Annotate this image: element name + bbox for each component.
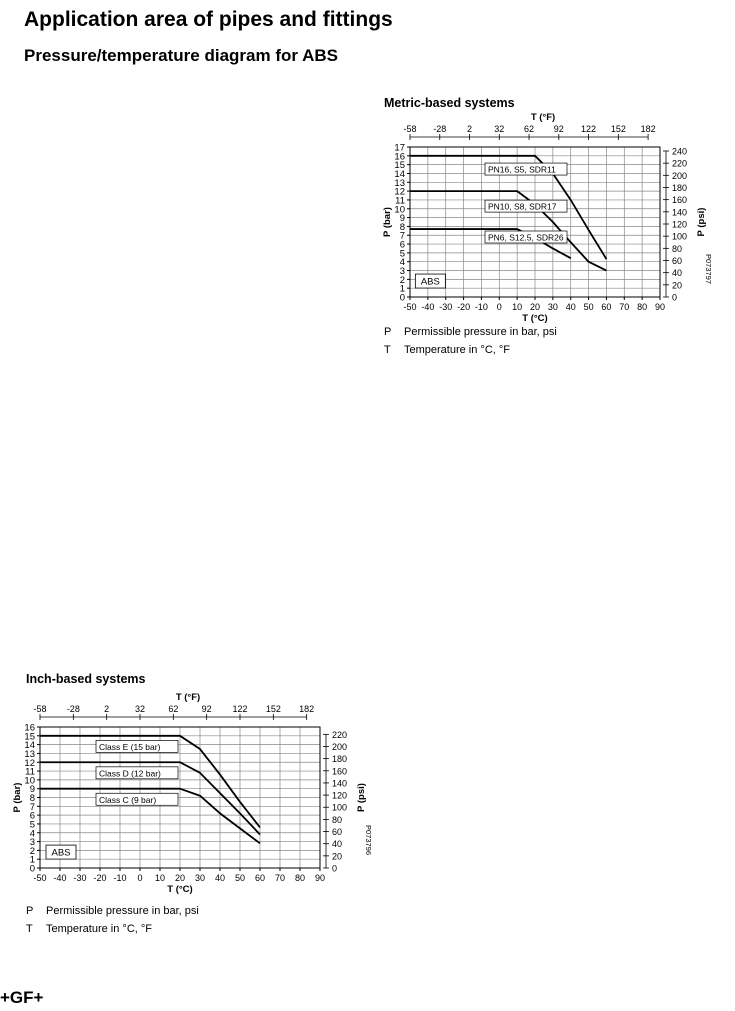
inch-chart-heading: Inch-based systems — [26, 672, 146, 686]
top-tick-label: 92 — [201, 704, 212, 714]
right-tick-label: 200 — [672, 170, 688, 181]
top-tick-label: 122 — [232, 704, 248, 714]
right-tick-label: 240 — [672, 146, 688, 157]
x-tick-label: 60 — [254, 873, 266, 883]
legend-symbol: P — [384, 326, 392, 338]
x-tick-label: -50 — [403, 302, 417, 312]
y-tick-label: 4 — [399, 257, 405, 269]
y-tick-label: 7 — [399, 230, 405, 242]
x-tick-label: 80 — [637, 302, 648, 312]
x-tick-label: 30 — [547, 302, 558, 312]
y-tick-label: 15 — [394, 160, 405, 172]
x-tick-label: -40 — [421, 302, 435, 312]
y-tick-label: 14 — [394, 168, 405, 180]
legend-text: Permissible pressure in bar, psi — [404, 326, 557, 338]
metric-chart — [330, 112, 730, 322]
right-tick-label: 0 — [672, 292, 678, 303]
top-tick-label: 182 — [640, 124, 656, 134]
y-tick-label: 10 — [394, 204, 405, 216]
x-tick-label: -20 — [93, 873, 107, 883]
y-tick-label: 16 — [24, 722, 35, 734]
y-tick-label: 1 — [399, 283, 405, 295]
x-tick-label: 0 — [496, 302, 502, 312]
legend-text: Permissible pressure in bar, psi — [46, 905, 199, 917]
y-tick-label: 1 — [29, 854, 35, 866]
x-tick-label: -10 — [113, 873, 127, 883]
right-tick-label: 220 — [672, 158, 688, 169]
y-tick-label: 3 — [399, 266, 405, 278]
legend-text: Temperature in °C, °F — [46, 923, 152, 935]
material-box-label: ABS — [51, 847, 71, 859]
x-tick-label: 50 — [583, 302, 594, 312]
y-tick-label: 3 — [29, 837, 35, 849]
top-axis-title: T (°F) — [530, 112, 556, 123]
legend-row-pressure — [26, 905, 199, 923]
right-axis-title: P (psi) — [356, 783, 367, 812]
y-tick-label: 10 — [24, 775, 35, 787]
x-tick-label: 0 — [137, 873, 143, 883]
top-tick-label: -58 — [403, 124, 417, 134]
x-tick-label: 70 — [619, 302, 630, 312]
right-tick-label: 140 — [332, 778, 348, 789]
legend-symbol: P — [26, 905, 34, 917]
right-tick-label: 100 — [672, 231, 688, 242]
top-tick-label: 2 — [104, 704, 110, 714]
y-tick-label: 7 — [29, 801, 35, 813]
top-tick-label: -58 — [33, 704, 47, 714]
x-tick-label: 10 — [154, 873, 166, 883]
x-tick-label: 40 — [214, 873, 226, 883]
top-tick-label: -28 — [66, 704, 80, 714]
top-tick-label: 182 — [299, 704, 315, 714]
page-title: Application area of pipes and fittings — [24, 8, 393, 31]
figure-code: P073797 — [704, 253, 713, 285]
top-tick-label: 62 — [168, 704, 179, 714]
right-tick-label: 180 — [332, 754, 348, 765]
y-tick-label: 13 — [24, 748, 35, 760]
top-tick-label: 152 — [265, 704, 281, 714]
x-tick-label: -50 — [33, 873, 47, 883]
x-tick-label: 90 — [654, 302, 666, 312]
y-tick-label: 12 — [24, 757, 35, 769]
legend-row-temperature — [26, 923, 199, 941]
series-label: Class E (15 bar) — [99, 741, 161, 752]
right-tick-label: 180 — [672, 182, 688, 193]
metric-legend — [384, 326, 557, 362]
x-tick-label: -30 — [73, 873, 87, 883]
x-tick-label: 60 — [601, 302, 612, 312]
x-tick-label: 20 — [529, 302, 541, 312]
x-tick-label: -40 — [53, 873, 67, 883]
y-axis-title: P (bar) — [12, 782, 23, 813]
x-tick-label: 90 — [314, 873, 326, 883]
page-subtitle: Pressure/temperature diagram for ABS — [24, 46, 338, 65]
right-tick-label: 120 — [672, 219, 688, 230]
top-tick-label: 152 — [610, 124, 626, 134]
y-tick-label: 16 — [394, 151, 405, 163]
inch-legend — [26, 905, 199, 941]
series-label: PN16, S5, SDR11 — [488, 164, 556, 175]
top-axis-title: T (°F) — [175, 692, 201, 703]
metric-chart-heading: Metric-based systems — [384, 96, 515, 110]
y-tick-label: 13 — [394, 177, 405, 189]
right-tick-label: 20 — [332, 851, 343, 862]
y-tick-label: 12 — [394, 186, 405, 198]
right-tick-label: 120 — [332, 790, 348, 801]
top-tick-label: 92 — [553, 124, 564, 134]
legend-text: Temperature in °C, °F — [404, 344, 510, 356]
y-tick-label: 15 — [24, 731, 35, 743]
y-tick-label: 8 — [399, 221, 405, 233]
x-tick-label: -10 — [474, 302, 488, 312]
right-tick-label: 220 — [332, 729, 348, 740]
y-tick-label: 6 — [399, 239, 405, 251]
x-tick-label: 10 — [512, 302, 523, 312]
y-tick-label: 5 — [399, 248, 405, 260]
right-tick-label: 40 — [332, 839, 343, 850]
y-tick-label: 0 — [29, 863, 35, 875]
series-label: PN10, S8, SDR17 — [488, 201, 557, 212]
right-tick-label: 20 — [672, 280, 683, 291]
y-tick-label: 11 — [25, 766, 35, 778]
gf-logo: +GF+ — [0, 988, 44, 1007]
x-tick-label: 70 — [274, 873, 286, 883]
top-tick-label: 122 — [581, 124, 597, 134]
inch-chart — [0, 690, 400, 900]
top-tick-label: 2 — [467, 124, 473, 134]
series-label: Class D (12 bar) — [99, 768, 161, 779]
series-label: PN6, S12.5, SDR26 — [488, 232, 564, 243]
y-tick-label: 11 — [395, 195, 405, 207]
y-axis-title: P (bar) — [382, 207, 393, 237]
right-axis-title: P (psi) — [696, 207, 707, 237]
top-tick-label: 32 — [134, 704, 146, 714]
series-label: Class C (9 bar) — [99, 794, 157, 805]
top-tick-label: -28 — [433, 124, 447, 134]
figure-code: P073796 — [364, 824, 373, 856]
y-tick-label: 14 — [24, 740, 35, 752]
x-tick-label: 50 — [234, 873, 246, 883]
x-tick-label: -20 — [457, 302, 471, 312]
right-tick-label: 80 — [672, 243, 683, 254]
y-tick-label: 4 — [29, 828, 35, 840]
x-tick-label: 20 — [174, 873, 186, 883]
legend-symbol: T — [384, 344, 391, 356]
y-tick-label: 9 — [29, 784, 35, 796]
right-tick-label: 0 — [332, 863, 338, 874]
right-tick-label: 60 — [332, 827, 343, 838]
x-tick-label: -30 — [439, 302, 453, 312]
y-tick-label: 0 — [399, 292, 405, 304]
right-tick-label: 200 — [332, 741, 348, 752]
right-tick-label: 140 — [672, 207, 688, 218]
y-tick-label: 8 — [29, 793, 35, 804]
x-tick-label: 80 — [294, 873, 306, 883]
x-axis-title: T (°C) — [167, 884, 193, 895]
right-tick-label: 40 — [672, 268, 683, 279]
top-tick-label: 62 — [524, 124, 535, 134]
material-box-label: ABS — [420, 276, 440, 288]
y-tick-label: 6 — [29, 810, 35, 822]
right-tick-label: 60 — [672, 255, 683, 266]
top-tick-label: 32 — [494, 124, 505, 134]
right-tick-label: 80 — [332, 814, 343, 825]
x-axis-title: T (°C) — [522, 313, 548, 324]
x-tick-label: 30 — [194, 873, 206, 883]
legend-symbol: T — [26, 923, 33, 935]
y-tick-label: 5 — [29, 819, 35, 831]
right-tick-label: 160 — [332, 766, 348, 777]
y-tick-label: 2 — [29, 845, 35, 857]
right-tick-label: 100 — [332, 802, 348, 813]
y-tick-label: 17 — [394, 142, 405, 154]
legend-row-pressure — [384, 326, 557, 344]
legend-row-temperature — [384, 344, 557, 362]
x-tick-label: 40 — [565, 302, 576, 312]
right-tick-label: 160 — [672, 195, 688, 206]
y-tick-label: 2 — [399, 274, 405, 286]
y-tick-label: 9 — [399, 213, 405, 225]
